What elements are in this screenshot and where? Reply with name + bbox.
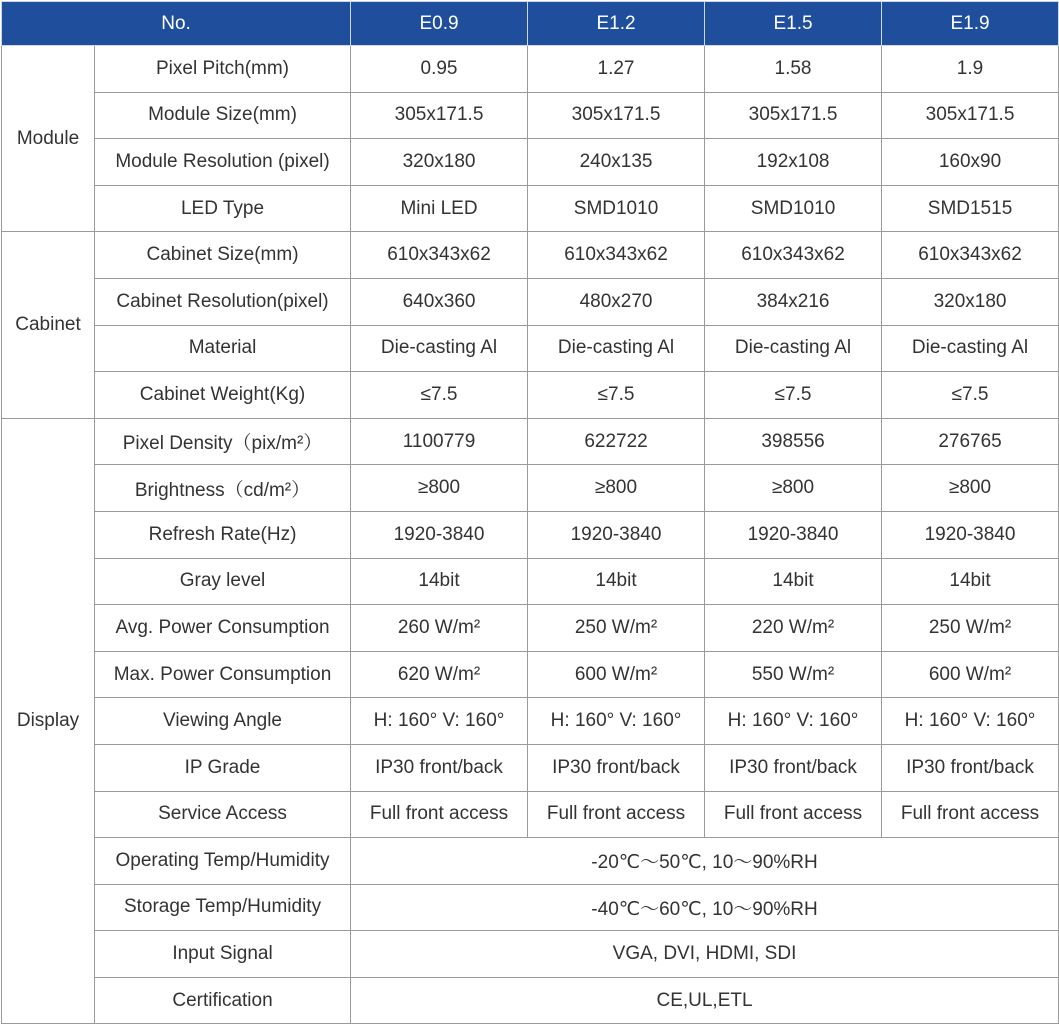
table-row bbox=[2, 744, 1059, 791]
table-row bbox=[2, 372, 1059, 419]
value-cell: 1.9 bbox=[882, 46, 1059, 93]
header-model: E1.2 bbox=[528, 2, 705, 46]
table-row bbox=[2, 651, 1059, 698]
value-cell: Full front access bbox=[528, 791, 705, 838]
value-cell: 14bit bbox=[705, 558, 882, 605]
param-label: Cabinet Weight(Kg) bbox=[95, 372, 351, 419]
value-cell: ≥800 bbox=[351, 465, 528, 512]
value-cell: 220 W/m² bbox=[705, 605, 882, 652]
value-cell: ≥800 bbox=[705, 465, 882, 512]
header-model: E0.9 bbox=[351, 2, 528, 46]
value-cell: 610x343x62 bbox=[528, 232, 705, 279]
table-row bbox=[2, 977, 1059, 1024]
value-cell: Full front access bbox=[705, 791, 882, 838]
value-cell: Full front access bbox=[351, 791, 528, 838]
table-row bbox=[2, 325, 1059, 372]
header-row bbox=[2, 2, 1059, 46]
value-cell: ≥800 bbox=[882, 465, 1059, 512]
group-label: Module bbox=[2, 46, 95, 232]
value-cell: Mini LED bbox=[351, 185, 528, 232]
param-label: Module Size(mm) bbox=[95, 92, 351, 139]
param-label: Operating Temp/Humidity bbox=[95, 838, 351, 885]
param-label: Input Signal bbox=[95, 931, 351, 978]
table-row bbox=[2, 465, 1059, 512]
value-cell: 610x343x62 bbox=[705, 232, 882, 279]
value-cell: 1920-3840 bbox=[528, 511, 705, 558]
value-cell: 14bit bbox=[351, 558, 528, 605]
param-label: Service Access bbox=[95, 791, 351, 838]
table-row bbox=[2, 838, 1059, 885]
value-cell: Die-casting Al bbox=[351, 325, 528, 372]
param-label: Gray level bbox=[95, 558, 351, 605]
param-label: Material bbox=[95, 325, 351, 372]
group-label: Cabinet bbox=[2, 232, 95, 418]
table-row bbox=[2, 46, 1059, 93]
header-model: E1.5 bbox=[705, 2, 882, 46]
value-cell: H: 160° V: 160° bbox=[528, 698, 705, 745]
value-cell: IP30 front/back bbox=[528, 744, 705, 791]
value-cell: 550 W/m² bbox=[705, 651, 882, 698]
value-cell: 320x180 bbox=[351, 139, 528, 186]
value-cell-merged: CE,UL,ETL bbox=[351, 977, 1059, 1024]
param-label: Certification bbox=[95, 977, 351, 1024]
value-cell: 1.27 bbox=[528, 46, 705, 93]
value-cell: H: 160° V: 160° bbox=[882, 698, 1059, 745]
value-cell: 0.95 bbox=[351, 46, 528, 93]
table-row bbox=[2, 884, 1059, 931]
table-row bbox=[2, 791, 1059, 838]
param-label: Pixel Pitch(mm) bbox=[95, 46, 351, 93]
value-cell: 398556 bbox=[705, 418, 882, 465]
value-cell: Die-casting Al bbox=[705, 325, 882, 372]
value-cell: 1920-3840 bbox=[882, 511, 1059, 558]
table-row bbox=[2, 558, 1059, 605]
value-cell: ≤7.5 bbox=[882, 372, 1059, 419]
param-label: IP Grade bbox=[95, 744, 351, 791]
value-cell: 276765 bbox=[882, 418, 1059, 465]
table-row bbox=[2, 605, 1059, 652]
param-label: Cabinet Resolution(pixel) bbox=[95, 278, 351, 325]
value-cell: 610x343x62 bbox=[882, 232, 1059, 279]
value-cell: ≥800 bbox=[528, 465, 705, 512]
value-cell: 250 W/m² bbox=[882, 605, 1059, 652]
value-cell: 640x360 bbox=[351, 278, 528, 325]
value-cell: 620 W/m² bbox=[351, 651, 528, 698]
value-cell: 250 W/m² bbox=[528, 605, 705, 652]
table-row bbox=[2, 511, 1059, 558]
param-label: Refresh Rate(Hz) bbox=[95, 511, 351, 558]
header-no: No. bbox=[2, 2, 351, 46]
value-cell: Full front access bbox=[882, 791, 1059, 838]
value-cell: 480x270 bbox=[528, 278, 705, 325]
value-cell: 305x171.5 bbox=[528, 92, 705, 139]
value-cell: SMD1010 bbox=[528, 185, 705, 232]
value-cell: 610x343x62 bbox=[351, 232, 528, 279]
value-cell: 192x108 bbox=[705, 139, 882, 186]
param-label: Storage Temp/Humidity bbox=[95, 884, 351, 931]
value-cell-merged: -40℃～60℃, 10～90%RH bbox=[351, 884, 1059, 931]
param-label: Pixel Density（pix/m²） bbox=[95, 418, 351, 465]
table-row bbox=[2, 232, 1059, 279]
value-cell: 600 W/m² bbox=[882, 651, 1059, 698]
value-cell: 1.58 bbox=[705, 46, 882, 93]
value-cell: ≤7.5 bbox=[528, 372, 705, 419]
table-row bbox=[2, 698, 1059, 745]
value-cell: 1920-3840 bbox=[705, 511, 882, 558]
table-row bbox=[2, 418, 1059, 465]
value-cell: IP30 front/back bbox=[882, 744, 1059, 791]
value-cell: H: 160° V: 160° bbox=[705, 698, 882, 745]
value-cell: SMD1010 bbox=[705, 185, 882, 232]
value-cell: 240x135 bbox=[528, 139, 705, 186]
value-cell: 320x180 bbox=[882, 278, 1059, 325]
value-cell: 1920-3840 bbox=[351, 511, 528, 558]
param-label: LED Type bbox=[95, 185, 351, 232]
value-cell: 305x171.5 bbox=[705, 92, 882, 139]
group-label: Display bbox=[2, 418, 95, 1024]
value-cell: 1100779 bbox=[351, 418, 528, 465]
value-cell: 260 W/m² bbox=[351, 605, 528, 652]
value-cell: 14bit bbox=[882, 558, 1059, 605]
value-cell: 384x216 bbox=[705, 278, 882, 325]
value-cell: ≤7.5 bbox=[351, 372, 528, 419]
value-cell: 160x90 bbox=[882, 139, 1059, 186]
value-cell-merged: VGA, DVI, HDMI, SDI bbox=[351, 931, 1059, 978]
value-cell: SMD1515 bbox=[882, 185, 1059, 232]
value-cell: 622722 bbox=[528, 418, 705, 465]
param-label: Module Resolution (pixel) bbox=[95, 139, 351, 186]
value-cell: 600 W/m² bbox=[528, 651, 705, 698]
value-cell: IP30 front/back bbox=[705, 744, 882, 791]
param-label: Brightness（cd/m²） bbox=[95, 465, 351, 512]
table-row bbox=[2, 278, 1059, 325]
table-row bbox=[2, 139, 1059, 186]
value-cell: 14bit bbox=[528, 558, 705, 605]
table-row bbox=[2, 931, 1059, 978]
value-cell: 305x171.5 bbox=[882, 92, 1059, 139]
value-cell: H: 160° V: 160° bbox=[351, 698, 528, 745]
param-label: Viewing Angle bbox=[95, 698, 351, 745]
table-row bbox=[2, 92, 1059, 139]
value-cell: IP30 front/back bbox=[351, 744, 528, 791]
param-label: Avg. Power Consumption bbox=[95, 605, 351, 652]
value-cell: Die-casting Al bbox=[882, 325, 1059, 372]
param-label: Max. Power Consumption bbox=[95, 651, 351, 698]
value-cell: ≤7.5 bbox=[705, 372, 882, 419]
header-model: E1.9 bbox=[882, 2, 1059, 46]
value-cell-merged: -20℃～50℃, 10～90%RH bbox=[351, 838, 1059, 885]
table-row bbox=[2, 185, 1059, 232]
value-cell: Die-casting Al bbox=[528, 325, 705, 372]
param-label: Cabinet Size(mm) bbox=[95, 232, 351, 279]
value-cell: 305x171.5 bbox=[351, 92, 528, 139]
spec-table bbox=[1, 1, 1059, 1024]
